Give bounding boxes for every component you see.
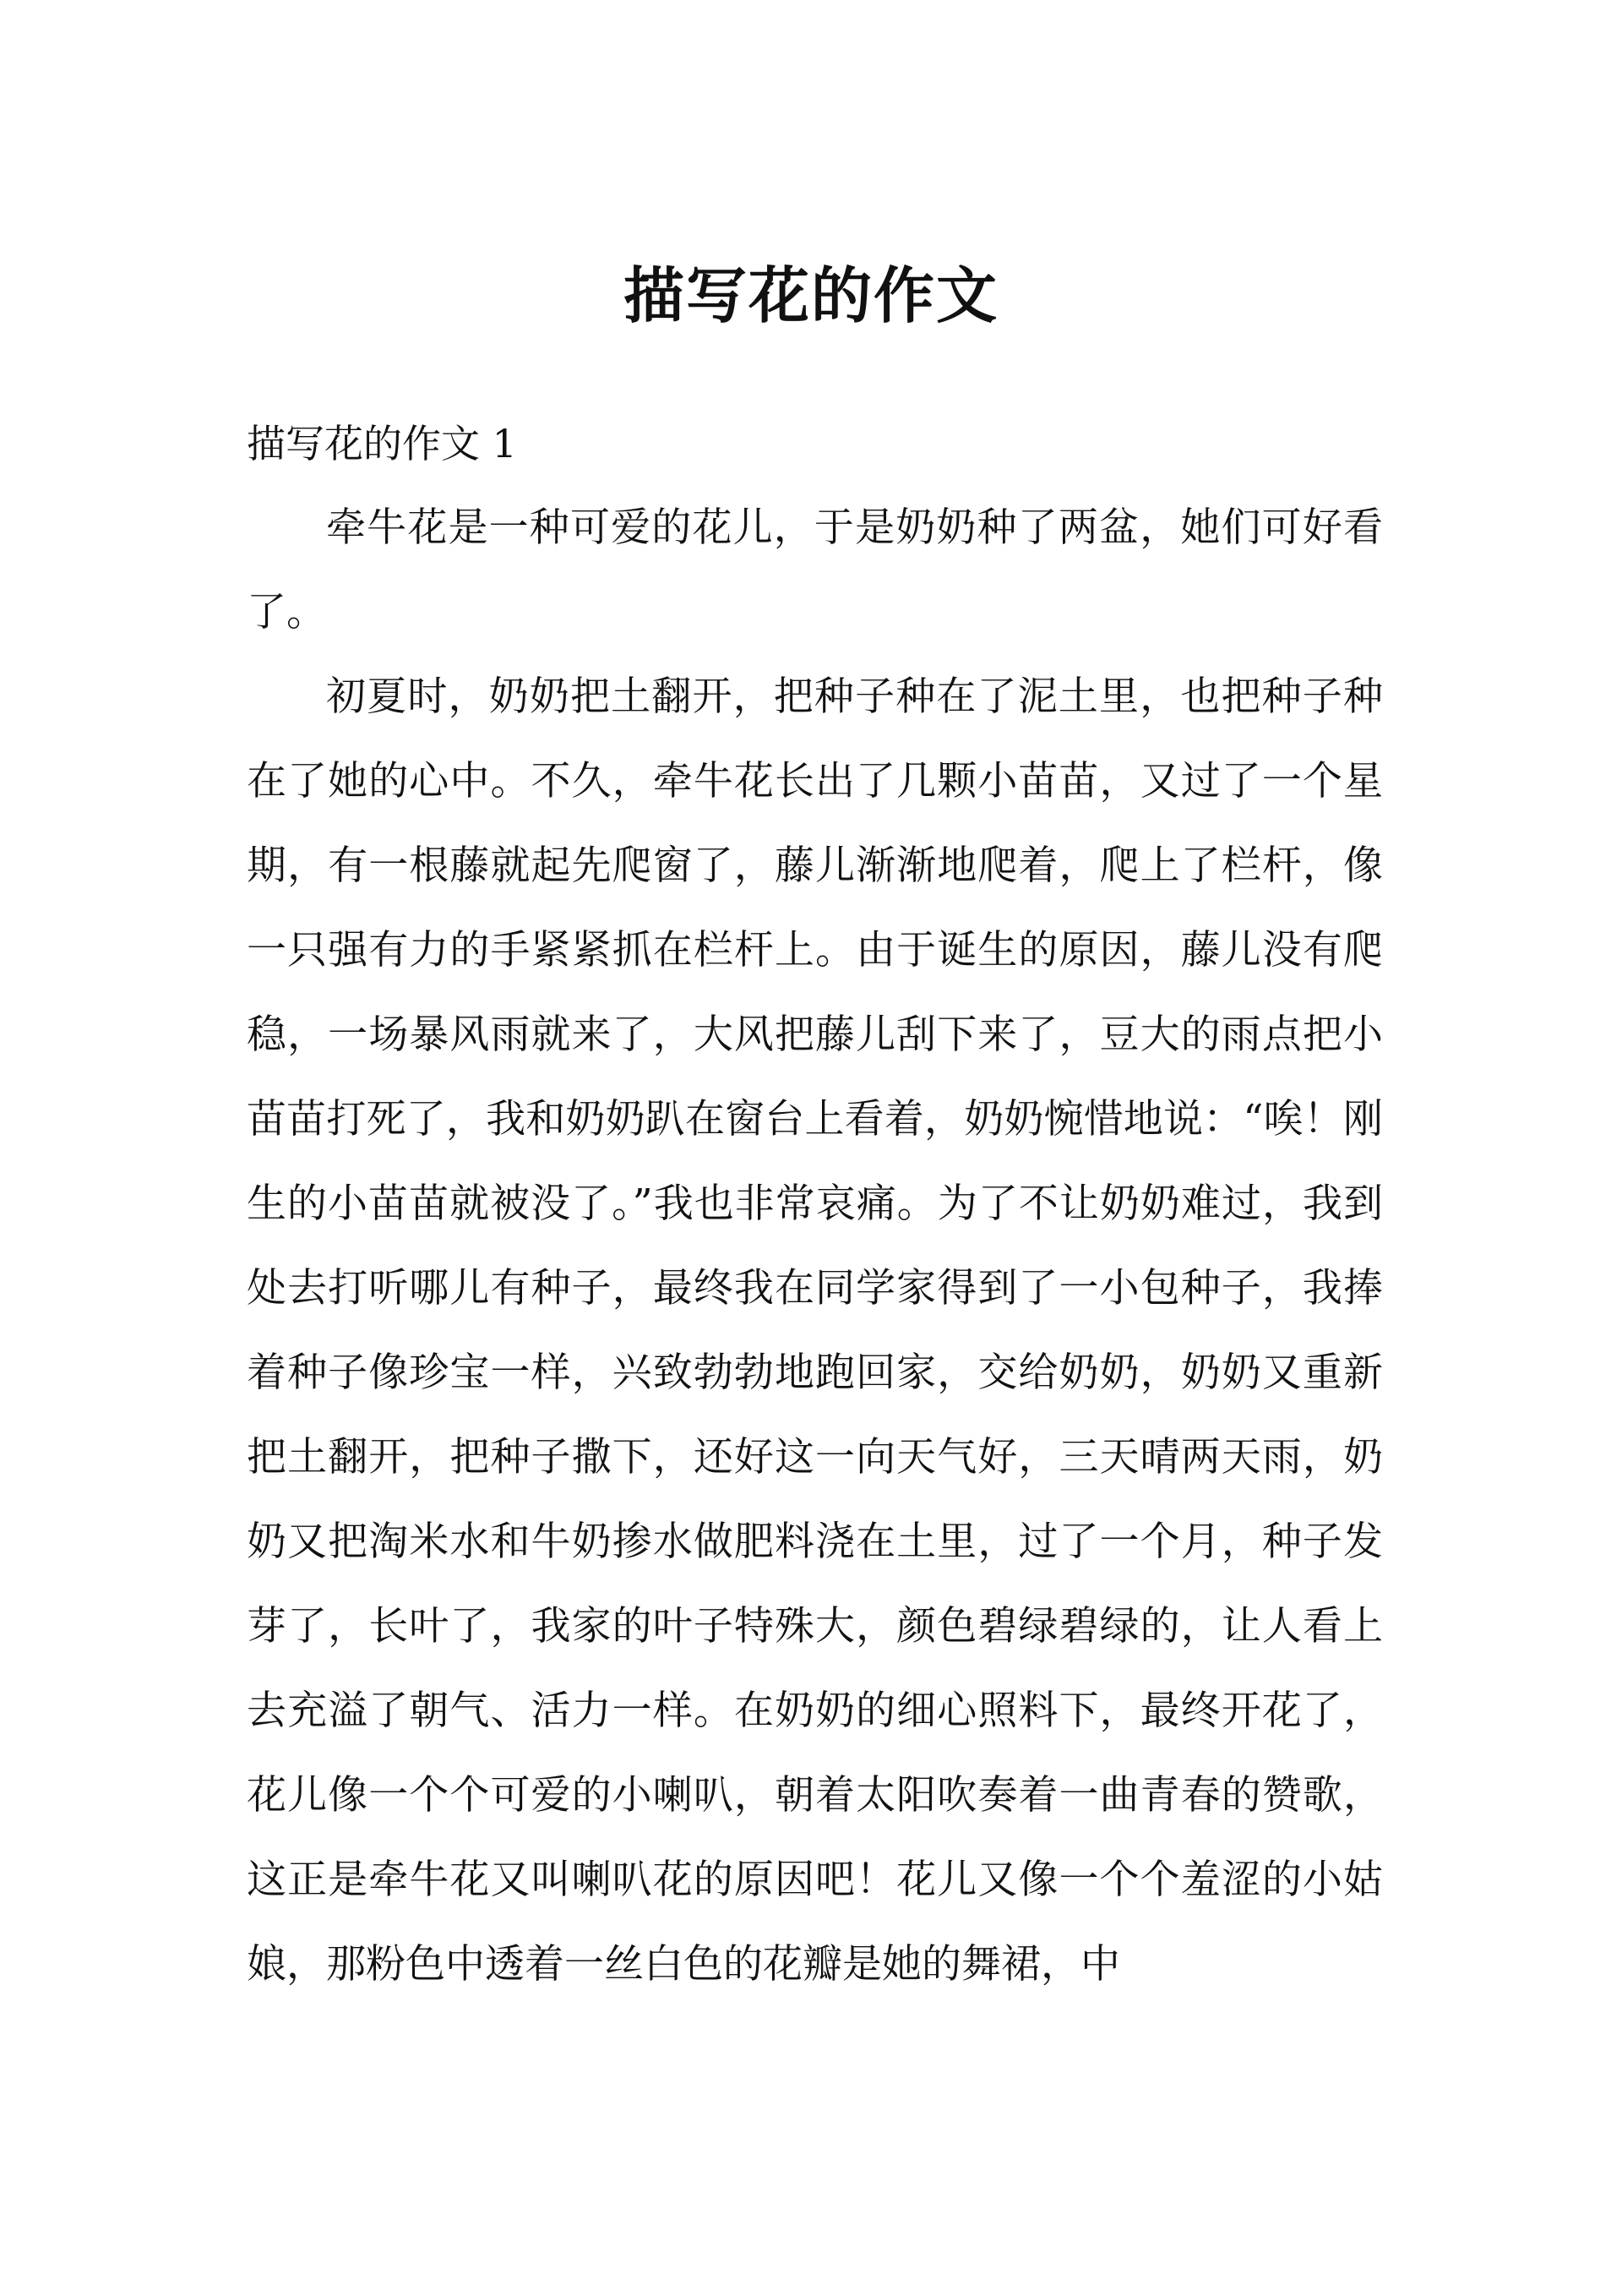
paragraph: 牵牛花是一种可爱的花儿，于是奶奶种了两盆，她们可好看了。 <box>247 504 1383 635</box>
section-heading: 描写花的作文 1 <box>247 421 517 466</box>
document-title: 描写花的作文 <box>623 259 999 331</box>
paragraph: 初夏时，奶奶把土翻开，把种子种在了泥土里，也把种子种在了她的心中。不久，牵牛花长出了几颗小苗苗，又过了一个星期，有一根藤就起先爬窗了，藤儿渐渐地爬着，爬上了栏杆，像一只强有力的手紧紧抓在栏杆上。由于诞生的原因，藤儿没有爬稳，一场暴风雨就来了，大风把藤儿刮下来了，豆大的雨点把小苗苗打死了，我和奶奶趴在窗台上看着，奶奶惋惜地说：“唉！刚生的小苗苗就被没了。”我也非常哀痛。为了不让奶奶难过，我到处去打听哪儿有种子，最终我在同学家得到了一小包种子，我捧着种子像珍宝一样，兴致勃勃地跑回家，交给奶奶，奶奶又重新把土翻开，把种子撒下，还好这一向天气好，三天晴两天雨，奶奶又把淘米水和牛奶掺水做肥料浇在土里，过了一个月，种子发芽了，长叶了，我家的叶子特殊大，颜色碧绿碧绿的，让人看上去充溢了朝气、活力一样。在奶奶的细心照料下，最终开花了，花儿像一个个可爱的小喇叭，朝着太阳吹奏着一曲青春的赞歌，这正是牵牛花又叫喇叭花的原因吧！花儿又像一个个羞涩的小姑娘，那粉色中透着一丝白色的花瓣是她的舞裙，中 <box>247 674 1383 1988</box>
document-body <box>247 401 1383 2007</box>
